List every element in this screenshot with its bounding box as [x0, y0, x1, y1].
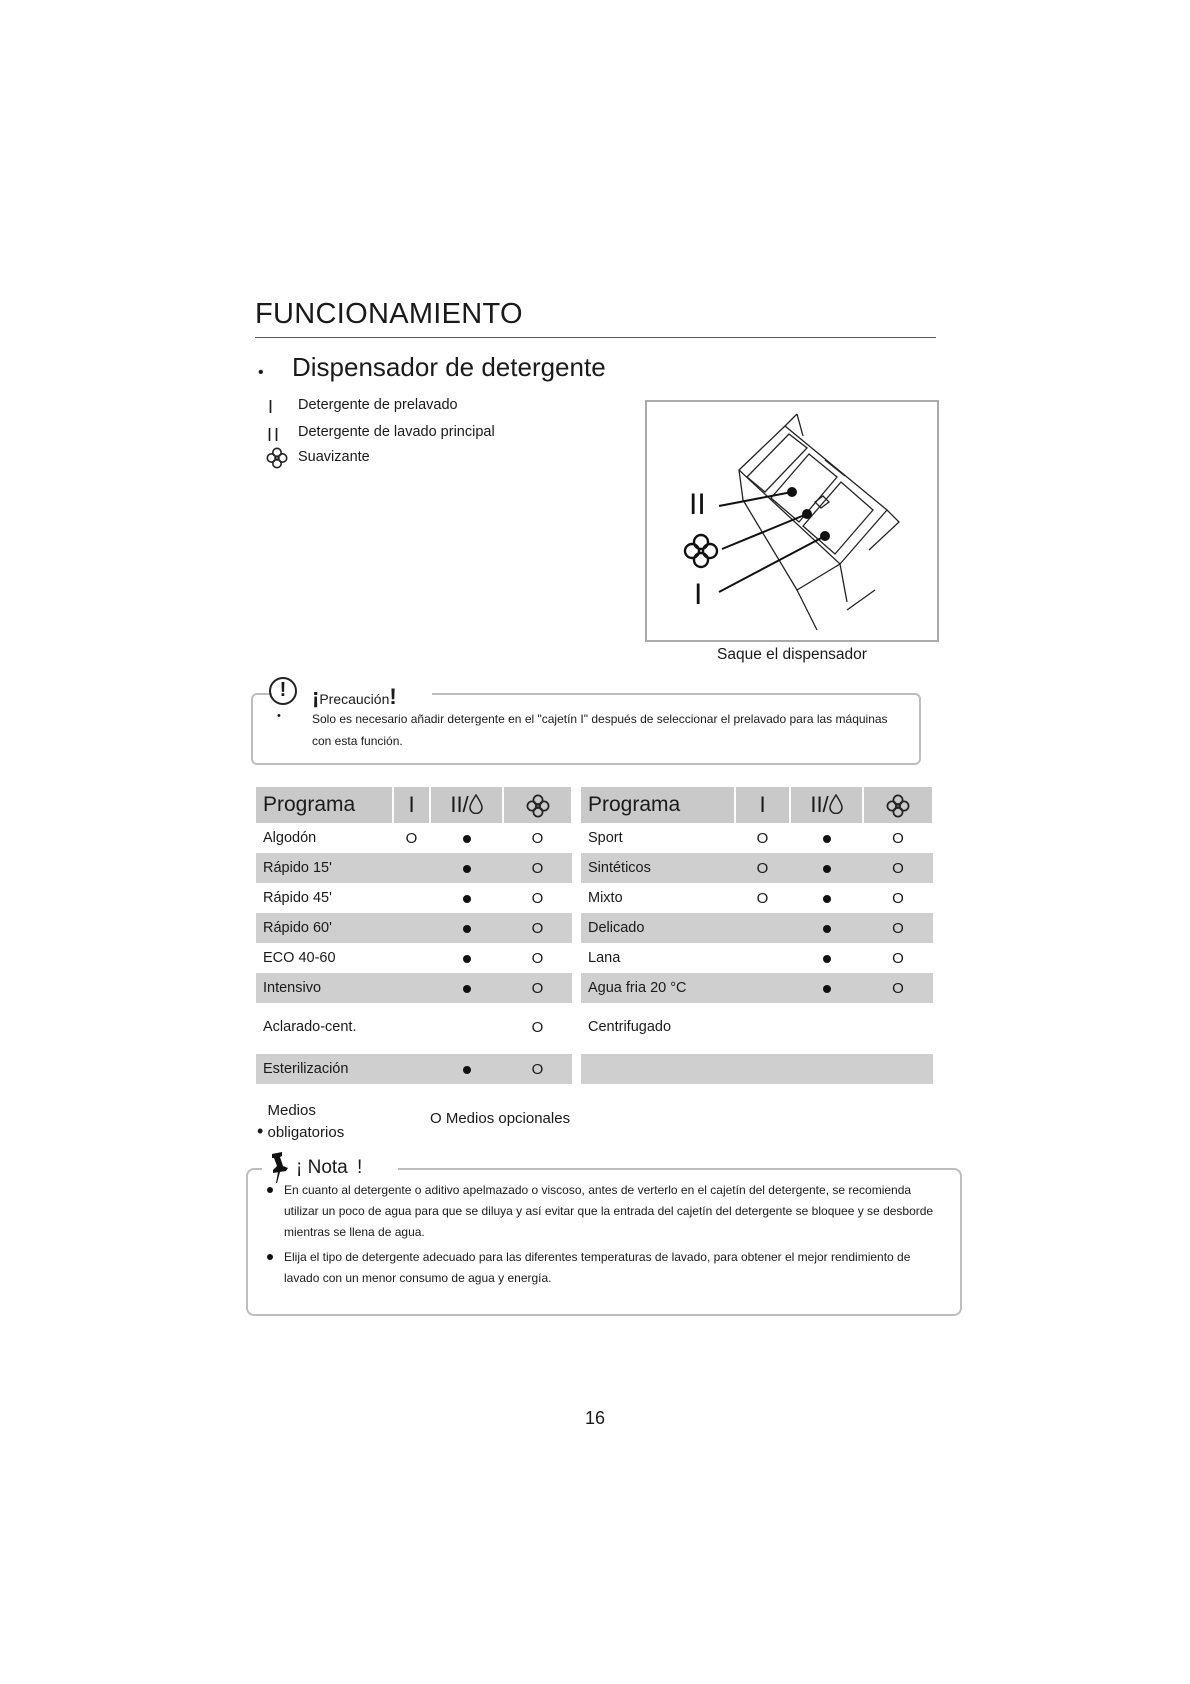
table-row: [256, 943, 572, 973]
header-program: Programa: [256, 787, 393, 823]
table-row: [581, 1003, 933, 1051]
cell-softener: O: [892, 889, 904, 907]
cell-main: [430, 1003, 503, 1051]
cell-softener: O: [863, 913, 933, 943]
mandatory-dot-icon: [430, 1054, 503, 1084]
cell-prewash: [393, 913, 430, 943]
program-name: Mixto: [588, 890, 623, 906]
cell-prewash: [393, 943, 430, 973]
cell-softener: O: [503, 853, 572, 883]
program-name: [581, 1054, 735, 1084]
table-row: [256, 853, 572, 883]
mandatory-dot-icon: [430, 853, 503, 883]
section-title: FUNCIONAMIENTO: [255, 298, 523, 330]
cell-softener: O: [531, 949, 544, 967]
table-row: [581, 823, 933, 853]
subsection-bullet: •: [258, 364, 264, 381]
cell-prewash: [393, 883, 430, 913]
mandatory-dot-icon: [430, 943, 503, 973]
header-prewash: I: [735, 787, 790, 823]
table-row: [256, 1003, 572, 1051]
page-number: 16: [584, 1408, 606, 1428]
note-title: ¡ Nota !: [296, 1157, 363, 1178]
table-row: [581, 853, 933, 883]
table-row: [581, 1054, 933, 1084]
warning-icon: !: [269, 677, 297, 705]
table-row: [256, 1054, 572, 1084]
mandatory-dot-icon: [790, 943, 863, 973]
cell-main: [790, 1054, 863, 1084]
cell-prewash: [735, 1054, 790, 1084]
title-divider: [255, 337, 936, 338]
mandatory-dot-icon: [790, 913, 863, 943]
cell-softener: O: [531, 829, 544, 847]
header-main-wash: II/: [430, 787, 503, 823]
program-name: Sport: [588, 830, 623, 846]
flower-softener-icon: [863, 787, 933, 823]
legend-mandatory: • Medios obligatorios: [257, 1102, 345, 1141]
cell-main: [790, 1003, 863, 1051]
cell-softener: O: [503, 1054, 572, 1084]
program-name: Rápido 15': [256, 853, 393, 883]
figure-label-main: II: [689, 488, 706, 521]
cell-softener: [863, 1003, 933, 1051]
cell-softener: O: [531, 889, 544, 907]
program-name: Sintéticos: [581, 853, 735, 883]
subsection-title: Dispensador de detergente: [292, 352, 606, 382]
caution-title: ¡Precaución!: [312, 684, 397, 709]
legend-prewash-label: Detergente de prelavado: [298, 397, 458, 413]
cell-prewash: [393, 1054, 430, 1084]
figure-caption: Saque el dispensador: [717, 646, 867, 663]
program-name: Rápido 60': [256, 913, 393, 943]
cell-softener: O: [892, 949, 904, 967]
cell-prewash: O: [756, 889, 769, 907]
program-name: Intensivo: [256, 973, 393, 1003]
program-name: ECO 40-60: [263, 950, 336, 966]
legend-main-wash-label: Detergente de lavado principal: [298, 424, 495, 440]
mandatory-dot-icon: [430, 823, 503, 853]
table-row: [581, 913, 933, 943]
cell-prewash: [735, 973, 790, 1003]
table-row: [581, 973, 933, 1003]
mandatory-dot-icon: [790, 853, 863, 883]
program-name: Lana: [588, 950, 621, 966]
table-row: [581, 943, 933, 973]
cell-prewash: [393, 853, 430, 883]
cell-prewash: [735, 913, 790, 943]
program-name: Agua fria 20 °C: [581, 973, 735, 1003]
cell-prewash: O: [756, 829, 769, 847]
cell-softener: O: [503, 973, 572, 1003]
program-name: Centrifugado: [588, 1019, 672, 1035]
cell-softener: [863, 1054, 933, 1084]
legend-optional: O Medios opcionales: [430, 1110, 571, 1127]
flower-softener-icon: [503, 787, 572, 823]
cell-prewash: O: [735, 853, 790, 883]
header-prewash: I: [393, 787, 430, 823]
table-row: [256, 913, 572, 943]
flower-softener-icon: [266, 447, 288, 474]
table-row: [581, 883, 933, 913]
prewash-icon: I: [268, 397, 274, 417]
drop-icon: [829, 792, 843, 817]
mandatory-dot-icon: [430, 913, 503, 943]
main-wash-icon: II: [267, 425, 282, 445]
table-row: [256, 973, 572, 1003]
dispenser-illustration: [645, 400, 939, 642]
note-item: En cuanto al detergente o aditivo apelmazado o viscoso, antes de verterlo en el cajetín del detergente, se recomienda utilizar un poco de agua para que se diluya y así evitar que la entrada del cajetín del detergente se bloquee y se desborde mientras se llena de agua.: [268, 1180, 938, 1243]
program-name: Esterilización: [256, 1054, 393, 1084]
caution-bullet: •: [277, 710, 281, 722]
cell-softener: O: [892, 829, 904, 847]
figure-softener-icon: [685, 535, 717, 567]
cell-prewash: [393, 973, 430, 1003]
cell-softener: O: [863, 853, 933, 883]
cell-softener: O: [531, 1018, 544, 1036]
program-name: Delicado: [581, 913, 735, 943]
drop-icon: [469, 792, 483, 817]
program-table-right: [581, 787, 934, 1084]
mandatory-dot-icon: [790, 823, 863, 853]
program-table-left: [256, 787, 573, 1084]
mandatory-dot-icon: [790, 883, 863, 913]
cell-prewash: O: [405, 829, 418, 847]
mandatory-dot-icon: [430, 883, 503, 913]
legend-softener-label: Suavizante: [298, 449, 370, 465]
cell-softener: O: [503, 913, 572, 943]
cell-softener: O: [863, 973, 933, 1003]
cell-prewash: [735, 943, 790, 973]
table-row: [256, 883, 572, 913]
program-name: Rápido 45': [263, 890, 332, 906]
caution-text: Solo es necesario añadir detergente en el "cajetín I" después de seleccionar el prelavado para las máquinas con esta función.: [312, 712, 888, 748]
header-program: Programa: [581, 787, 735, 823]
figure-label-prewash: I: [694, 578, 703, 611]
mandatory-dot-icon: [790, 973, 863, 1003]
program-name: Aclarado-cent.: [263, 1019, 357, 1035]
cell-prewash: [735, 1003, 790, 1051]
table-row: [256, 823, 572, 853]
header-main-wash: II/: [790, 787, 863, 823]
program-name: Algodón: [263, 830, 317, 846]
note-item: Elija el tipo de detergente adecuado para las diferentes temperaturas de lavado, para obtener el mejor rendimiento de lavado con un menor consumo de agua y energía.: [268, 1247, 938, 1289]
mandatory-dot-icon: [430, 973, 503, 1003]
cell-prewash: [393, 1003, 430, 1051]
